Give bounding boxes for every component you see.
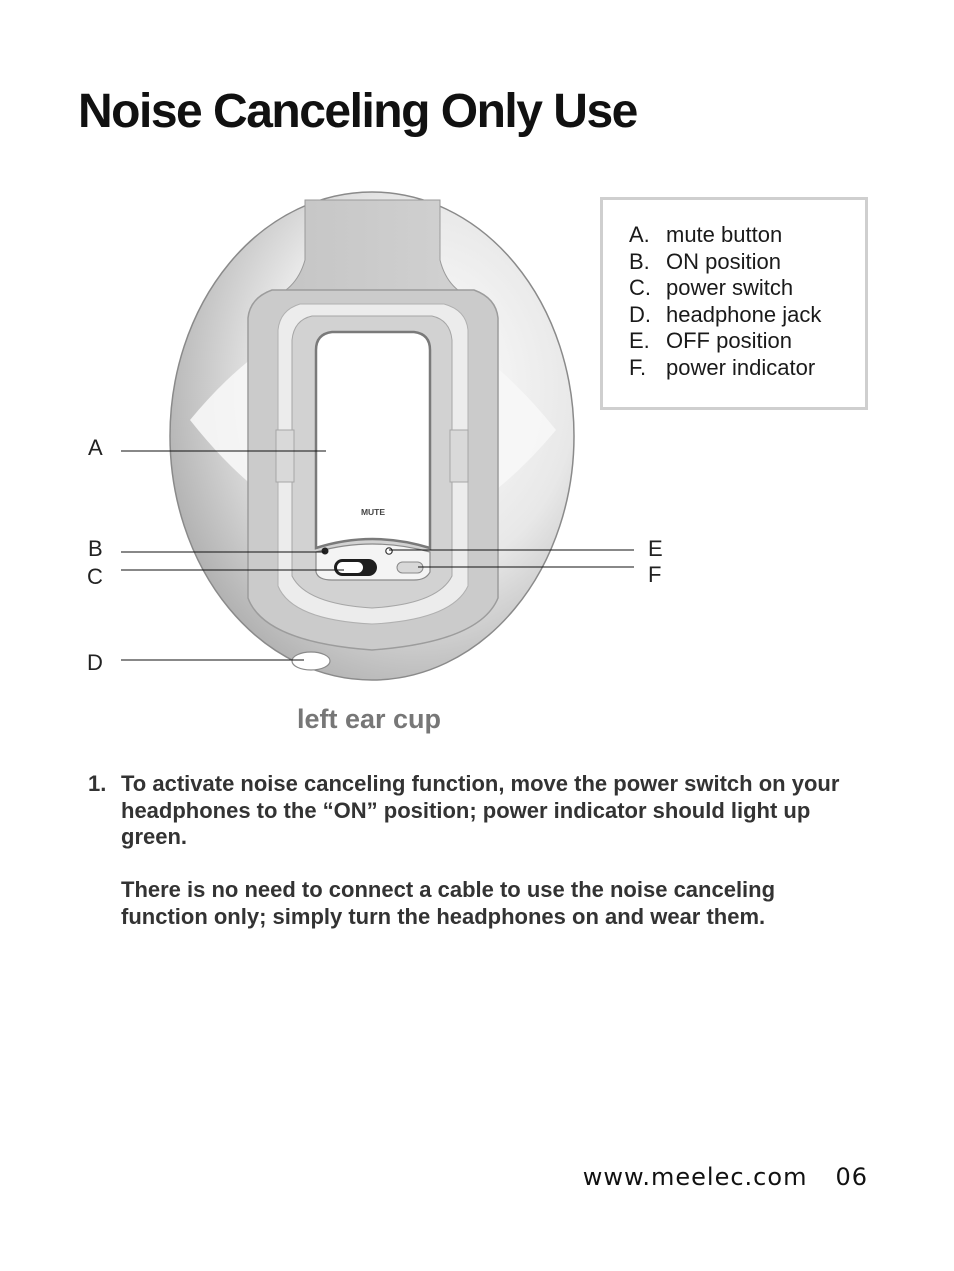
- page-footer: [583, 1163, 868, 1191]
- power-switch-slider: [337, 562, 363, 573]
- hinge-right: [450, 430, 468, 482]
- legend-label: ON position: [666, 248, 781, 274]
- step-text: To activate noise canceling function, move the power switch on your headphones to the “ON” position; power indicator should light up green.: [121, 771, 840, 849]
- website-link[interactable]: www.meelec.com: [582, 1163, 808, 1191]
- legend-label: power switch: [666, 275, 794, 301]
- headphone-jack[interactable]: [292, 652, 330, 670]
- hinge-left: [276, 430, 294, 482]
- step-number: 1.: [88, 771, 107, 796]
- callout-label-d: D: [87, 650, 103, 675]
- legend-label: OFF position: [666, 328, 792, 354]
- callout-label-f: F: [648, 562, 662, 587]
- legend-label: mute button: [666, 222, 783, 247]
- legend-letter: B.: [629, 248, 650, 274]
- figure-caption: left ear cup: [297, 704, 442, 734]
- legend-letter: E.: [629, 328, 650, 354]
- legend-letter: D.: [629, 301, 651, 327]
- legend-letter: F.: [629, 354, 647, 380]
- legend-letter: A.: [629, 222, 650, 247]
- off-position-dot: [386, 548, 392, 554]
- callout-label-e: E: [648, 536, 663, 561]
- legend-letter: C.: [629, 275, 651, 301]
- legend-label: power indicator: [666, 354, 816, 380]
- legend-label: headphone jack: [666, 301, 822, 327]
- on-position-dot: [322, 548, 329, 555]
- mute-label: MUTE: [360, 507, 386, 517]
- callout-label-c: C: [87, 564, 103, 589]
- step-note: There is no need to connect a cable to use the noise canceling function only; simply turn the headphones on and wear them.: [121, 877, 776, 929]
- page-number: 06: [835, 1163, 868, 1191]
- page-title: Noise Canceling Only Use: [78, 85, 637, 138]
- callout-label-a: A: [88, 435, 103, 460]
- ear-cup-illustration: [0, 180, 954, 700]
- callout-label-b: B: [88, 536, 103, 561]
